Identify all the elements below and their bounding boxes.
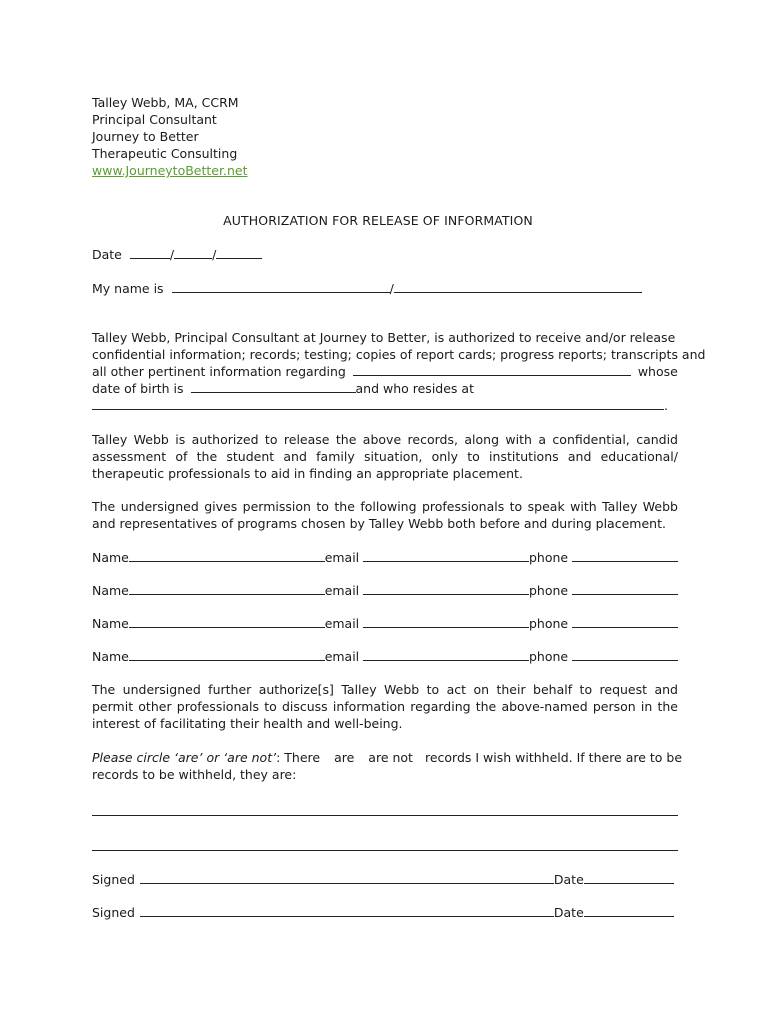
there-label: There [284, 750, 321, 765]
date-separator: / [212, 247, 217, 262]
contact-phone-label: phone [529, 583, 569, 598]
colon: : [276, 750, 281, 765]
name-label: My name is [92, 281, 164, 296]
contact-name-label: Name [92, 550, 129, 565]
contact-phone-blank[interactable] [572, 648, 678, 661]
contact-email-label: email [324, 550, 360, 565]
authorization-line: confidential information; records; testing; copies of report cards; progress reports; transcripts and [92, 347, 706, 362]
dob-blank[interactable] [191, 380, 356, 393]
contact-row [92, 648, 678, 665]
signature-block [92, 871, 678, 921]
contact-row [92, 615, 678, 632]
contact-email-blank[interactable] [363, 582, 529, 595]
withheld-records-line[interactable] [92, 850, 678, 851]
dob-label: date of birth is [92, 381, 184, 396]
contact-name-blank[interactable] [129, 582, 325, 595]
contact-name-label: Name [92, 649, 129, 664]
company-name: Journey to Better [92, 129, 199, 144]
contact-phone-blank[interactable] [572, 615, 678, 628]
contact-phone-label: phone [529, 550, 569, 565]
date-separator: / [169, 247, 175, 262]
last-name-blank[interactable] [394, 280, 642, 293]
signed-label: Signed [92, 872, 135, 887]
name-separator: / [389, 281, 394, 296]
whose-label: whose [637, 364, 678, 379]
authorization-paragraph [92, 329, 706, 414]
contact-name-blank[interactable] [129, 549, 325, 562]
contact-phone-label: phone [529, 649, 569, 664]
withheld-text-line: records to be withheld, they are: [92, 767, 297, 782]
contact-email-label: email [324, 616, 360, 631]
are-not-option[interactable]: are not [368, 750, 413, 765]
signature-blank[interactable] [140, 904, 554, 917]
signature-row [92, 904, 678, 921]
contacts-list [92, 549, 678, 665]
contact-name-blank[interactable] [129, 648, 325, 661]
date-year-blank[interactable] [216, 246, 262, 259]
student-name-blank[interactable] [353, 363, 631, 376]
date-day-blank[interactable] [174, 246, 212, 259]
authorization-line [92, 380, 678, 397]
regarding-label: all other pertinent information regarding [92, 364, 346, 379]
further-authorization-paragraph: The undersigned further authorize[s] Talley Webb to act on their behalf to request and permit other professionals to discuss information regarding the above-named person in the interest of facilitating their health and well-being. [92, 682, 678, 731]
signature-blank[interactable] [140, 871, 554, 884]
authorization-line: Talley Webb, Principal Consultant at Journey to Better, is authorized to receive and/or release [92, 330, 676, 345]
address-blank[interactable] [92, 397, 664, 410]
address-period: . [664, 398, 668, 413]
website-link[interactable]: www.JourneytoBetter.net [92, 163, 248, 178]
contact-name-blank[interactable] [129, 615, 325, 628]
consultant-role: Principal Consultant [92, 112, 217, 127]
name-field-row [92, 280, 678, 297]
signature-date-blank[interactable] [584, 871, 674, 884]
circle-instruction-line [92, 749, 683, 766]
contact-phone-label: phone [529, 616, 569, 631]
contact-row [92, 582, 678, 599]
contact-email-blank[interactable] [363, 549, 529, 562]
withheld-text: records I wish withheld. If there are to be [424, 750, 683, 765]
contact-row [92, 549, 678, 566]
release-paragraph: Talley Webb is authorized to release the above records, along with a confidential, candid assessment of the student and family situation, only to institutions and educational/ therapeutic professionals to aid in finding an appropriate placement. [92, 432, 678, 481]
contact-email-blank[interactable] [363, 615, 529, 628]
signature-date-label: Date [553, 905, 584, 920]
document-title: AUTHORIZATION FOR RELEASE OF INFORMATION [223, 213, 533, 228]
withheld-records-section [92, 749, 683, 783]
are-option[interactable]: are [334, 750, 355, 765]
date-field-row [92, 246, 678, 263]
contact-email-label: email [324, 583, 360, 598]
signed-label: Signed [92, 905, 135, 920]
resides-label: and who resides at [355, 381, 474, 396]
letterhead [92, 94, 678, 179]
contact-name-label: Name [92, 616, 129, 631]
contact-name-label: Name [92, 583, 129, 598]
contact-phone-blank[interactable] [572, 549, 678, 562]
signature-date-label: Date [553, 872, 584, 887]
company-division: Therapeutic Consulting [92, 146, 238, 161]
circle-instruction: Please circle ‘are’ or ‘are not’ [92, 750, 277, 765]
address-line [92, 397, 678, 414]
permission-paragraph: The undersigned gives permission to the following professionals to speak with Talley Webb and representatives of programs chosen by Talley Webb both before and during placement. [92, 499, 678, 531]
first-name-blank[interactable] [172, 280, 390, 293]
withheld-records-line[interactable] [92, 815, 678, 816]
contact-email-label: email [324, 649, 360, 664]
signature-date-blank[interactable] [584, 904, 674, 917]
contact-phone-blank[interactable] [572, 582, 678, 595]
consultant-name: Talley Webb, MA, CCRM [92, 95, 239, 110]
document-page [92, 94, 706, 921]
authorization-line [92, 363, 678, 380]
date-month-blank[interactable] [130, 246, 170, 259]
date-label: Date [92, 247, 122, 262]
signature-row [92, 871, 678, 888]
contact-email-blank[interactable] [363, 648, 529, 661]
